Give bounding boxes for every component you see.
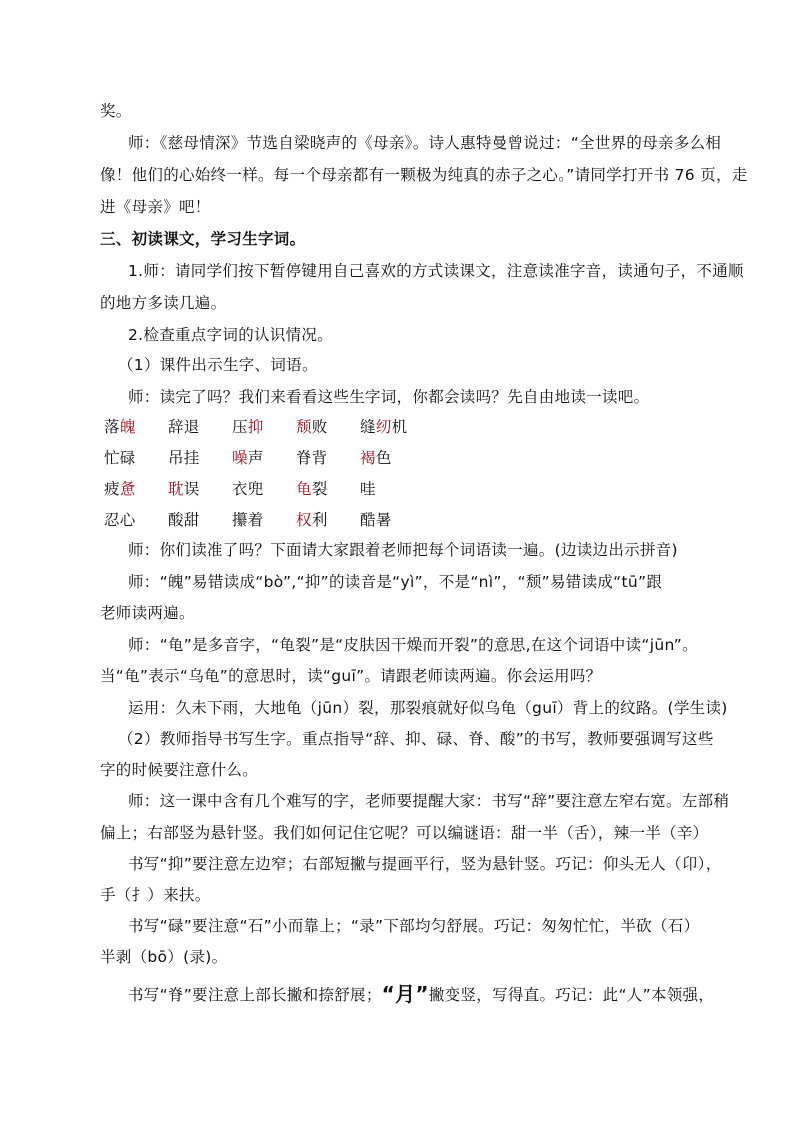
text-line: 1.师：请同学们按下暂停键用自己喜欢的方式读课文，注意读准字音，读通句子，不通顺 — [128, 262, 744, 280]
text-line: （2）教师指导书写生字。重点指导“辞、抑、碌、脊、酸”的书写，教师要强调写这些 — [118, 730, 714, 748]
text-line: 像！他们的心始终一样。每一个母亲都有一颗极为纯真的赤子之心。”请同学打开书 76 页，走 — [100, 166, 748, 184]
radical-glyph: “月” — [381, 982, 429, 1006]
text-line: 老师读两遍。 — [100, 604, 195, 622]
text-line: 偏上；右部竖为悬针竖。我们如何记住它呢？可以编谜语：甜一半（舌），辣一半（辛） — [100, 824, 709, 842]
text-segment: 书写“脊”要注意上部长撇和捺舒展； — [128, 986, 382, 1004]
text-line: 手（扌）来扶。 — [100, 886, 211, 904]
vocab-word: 耽误 — [168, 480, 200, 498]
vocab-row — [0, 417, 794, 437]
vocab-word: 酷暑 — [360, 511, 392, 529]
text-line: 师：你们读准了吗？下面请大家跟着老师把每个词语读一遍。(边读边出示拼音) — [128, 541, 678, 559]
vocab-word: 忙碌 — [104, 449, 136, 467]
vocab-word: 酸甜 — [168, 511, 200, 529]
text-line — [128, 983, 714, 1005]
vocab-word: 噪声 — [232, 449, 264, 467]
vocab-word: 吊挂 — [168, 449, 200, 467]
vocab-word: 缝纫机 — [360, 418, 408, 436]
vocab-row — [0, 479, 794, 499]
vocab-word: 脊背 — [296, 449, 328, 467]
text-line: 2.检查重点字词的认识情况。 — [128, 326, 333, 344]
vocab-word: 忍心 — [104, 511, 136, 529]
vocab-word: 褐色 — [360, 449, 392, 467]
text-line: 运用：久未下雨，大地龟（jūn）裂，那裂痕就好似乌龟（guī）背上的纹路。(学生读) — [128, 699, 728, 717]
text-line: 的地方多读几遍。 — [100, 294, 227, 312]
section-heading: 三、初读课文，学习生字词。 — [100, 230, 306, 248]
vocab-word: 颓败 — [296, 418, 328, 436]
text-line: 师：《慈母情深》节选自梁晓声的《母亲》。诗人惠特曼曾说过：“全世界的母亲多么相 — [128, 134, 722, 152]
text-line: 进《母亲》吧！ — [100, 198, 211, 216]
text-line: 字的时候要注意什么。 — [100, 761, 259, 779]
text-line: 师：读完了吗？我们来看看这些生字词，你都会读吗？先自由地读一读吧。 — [128, 388, 650, 406]
vocab-row — [0, 510, 794, 530]
text-line: 师：“魄”易错读成“bò”,“抑”的读音是“yì”，不是“nì”，“颓”易错读成“tū”跟 — [128, 573, 663, 591]
vocab-word: 攥着 — [232, 511, 264, 529]
text-line: 半剥（bō）(录)。 — [100, 948, 228, 966]
vocab-word: 辞退 — [168, 418, 200, 436]
text-line: 书写“碌”要注意“石”小而靠上；“录”下部均匀舒展。巧记：匆匆忙忙，半砍（石） — [128, 917, 700, 935]
text-line: 当“龟”表示“乌龟”的意思时，读“guī”。请跟老师读两遍。你会运用吗？ — [100, 667, 602, 685]
text-line: 书写“抑”要注意左边窄；右部短撇与提画平行，竖为悬针竖。巧记：仰头无人（卬）， — [128, 855, 722, 873]
text-segment: 撇变竖，写得直。巧记：此“人”本领强， — [428, 986, 715, 1004]
vocab-word: 落魄 — [104, 418, 136, 436]
vocab-word: 龟裂 — [296, 480, 328, 498]
text-line: （1）课件出示生字、词语。 — [118, 356, 318, 374]
vocab-word: 疲惫 — [104, 480, 136, 498]
text-line: 奖。 — [100, 102, 132, 120]
vocab-row — [0, 448, 794, 468]
text-line: 师：“龟”是多音字，“龟裂”是“皮肤因干燥而开裂”的意思,在这个词语中读“jūn”。 — [128, 636, 698, 654]
vocab-word: 哇 — [360, 480, 376, 498]
vocab-word: 衣兜 — [232, 480, 264, 498]
vocab-word: 权利 — [296, 511, 328, 529]
text-line: 师：这一课中含有几个难写的字，老师要提醒大家：书写“辞”要注意左窄右宽。左部稍 — [128, 792, 730, 810]
vocab-word: 压抑 — [232, 418, 264, 436]
